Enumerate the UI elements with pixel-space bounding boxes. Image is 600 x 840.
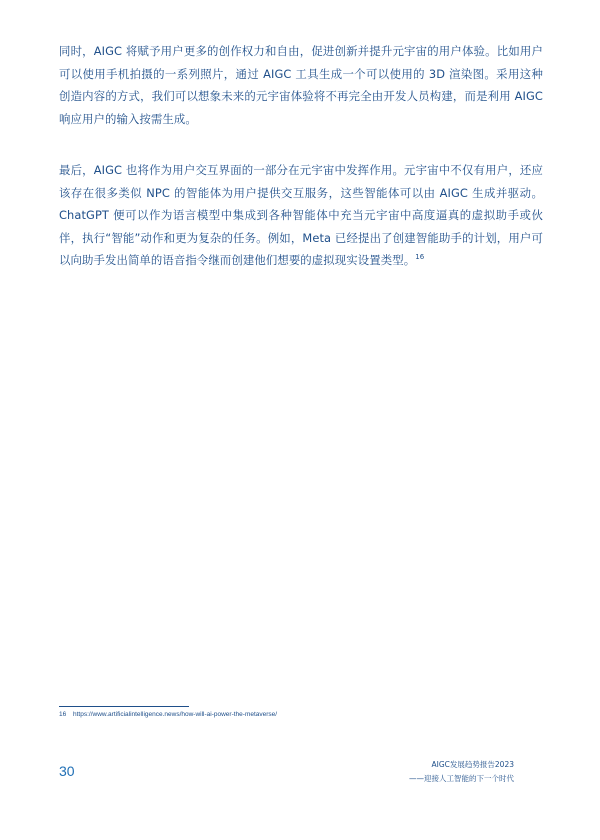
report-subtitle: ——迎接人工智能的下一个时代: [409, 774, 514, 783]
body-paragraph-2-text: 最后，AIGC 也将作为用户交互界面的一部分在元宇宙中发挥作用。元宇宙中不仅有用户，还应该存在很多类似 NPC 的智能体为用户提供交互服务，这些智能体可以由 AIGC 生成并驱动。ChatGPT 便可以作为语言模型中集成到各种智能体中充当元宇宙中高度逼真的虚拟助手或伙伴，执行“智能”动作和更为复杂的任务。例如，Meta 已经提出了创建智能助手的计划，用户可以向助手发出简单的语音指令继而创建他们想要的虚拟现实设置类型。: [59, 163, 543, 268]
footnote-reference[interactable]: 16: [415, 253, 425, 262]
page-number: 30: [59, 763, 75, 779]
footnote: [59, 711, 277, 718]
body-paragraph-1-text: 同时，AIGC 将赋予用户更多的创作权力和自由，促进创新并提升元宇宙的用户体验。比如用户可以使用手机拍摄的一系列照片，通过 AIGC 工具生成一个可以使用的 3D 渲染图。采用这种创造内容的方式，我们可以想象未来的元宇宙体验将不再完全由开发人员构建，而是利用 AIGC 响应用户的输入按需生成。: [59, 44, 543, 126]
footnote-divider: [59, 706, 189, 707]
footnote-number: 16: [59, 711, 67, 718]
body-paragraph-2: [59, 159, 543, 272]
report-title: AIGC发展趋势报告2023: [431, 760, 514, 769]
footnote-url[interactable]: https://www.artificialintelligence.news/how-will-ai-power-the-metaverse/: [73, 711, 278, 718]
body-paragraph-1: [59, 40, 543, 130]
